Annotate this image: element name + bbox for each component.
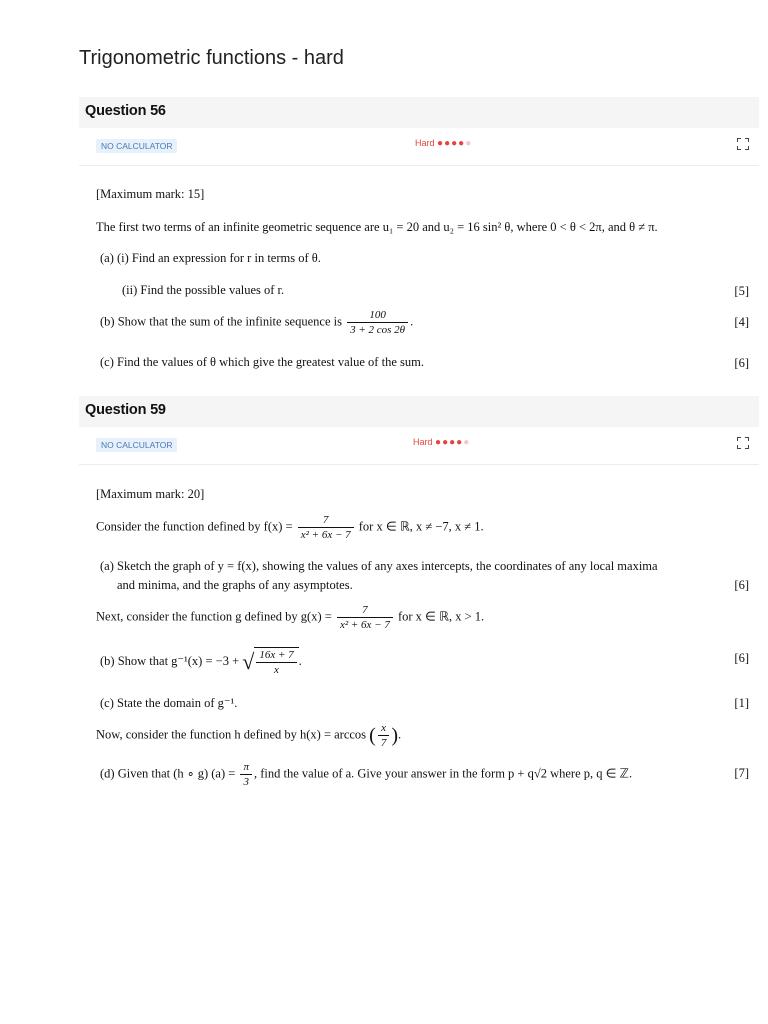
fraction-numerator: π: [240, 760, 252, 775]
difficulty-indicator: [413, 437, 470, 448]
difficulty-label: Hard: [415, 138, 435, 148]
definition-domain: for x ∈ ℝ, x > 1.: [397, 609, 485, 624]
difficulty-dots: ●●●●: [435, 437, 464, 448]
part-b: [100, 308, 413, 337]
fraction: [298, 513, 354, 542]
part-b-text: (b) Show that g⁻¹(x) = −3 +: [100, 653, 240, 668]
part-b-mark: [4]: [734, 315, 749, 329]
definition-text: Now, consider the function h defined by h(x) = arccos: [96, 727, 367, 742]
part-d-instructions: , find the value of a. Give your answer in the form p + q√2 where p, q ∈ ℤ.: [253, 766, 633, 781]
difficulty-dot-empty: ●: [465, 138, 473, 149]
fraction: [240, 760, 252, 789]
fraction-numerator: 100: [347, 308, 408, 323]
part-d-mark: [7]: [734, 766, 749, 780]
fraction-denominator: 7: [380, 737, 387, 749]
question-intro: The first two terms of an infinite geometric sequence are u₁ = 20 and u₂ = 16 sin² θ, where 0 < θ < 2π, and θ ≠ π.: [96, 220, 658, 234]
part-b-text: (b) Show that the sum of the infinite sequence is: [100, 314, 342, 329]
part-c-mark: [6]: [734, 356, 749, 370]
fraction-denominator: 3: [243, 776, 249, 788]
part-c-mark: [1]: [734, 696, 749, 710]
question-heading: Question 56: [85, 103, 166, 119]
part-a-line-1: (a) Sketch the graph of y = f(x), showing the values of any axes intercepts, the coordinates of any local maxima: [100, 559, 658, 573]
fraction: [378, 721, 390, 750]
fraction-numerator: x: [378, 721, 390, 736]
part-a-ii: (ii) Find the possible values of r.: [122, 283, 285, 297]
fraction-denominator: x² + 6x − 7: [339, 619, 390, 631]
difficulty-dots: ●●●●: [437, 138, 466, 149]
square-root: [242, 647, 298, 677]
fraction-numerator: 16x + 7: [256, 648, 296, 663]
part-a-i: (a) (i) Find an expression for r in terms of θ.: [100, 251, 321, 265]
no-calculator-badge: NO CALCULATOR: [96, 438, 177, 452]
function-h-definition: Now, consider the function h defined by h(x) = arccos ( $\frac{x}{7}$ ).: [96, 722, 402, 749]
question-meta-row: [79, 128, 759, 166]
part-b-mark: [6]: [734, 651, 749, 665]
definition-text: Next, consider the function g defined by g(x) =: [96, 609, 332, 624]
part-a-mark: [5]: [734, 284, 749, 298]
max-mark: [Maximum mark: 20]: [96, 487, 205, 501]
fraction-numerator: 7: [298, 513, 354, 528]
question-56-header: [79, 97, 759, 128]
fraction-denominator: x² + 6x − 7: [300, 529, 351, 541]
definition-text: Consider the function defined by f(x) =: [96, 519, 293, 534]
expand-icon[interactable]: [737, 437, 749, 449]
fraction-numerator: 7: [337, 603, 393, 618]
question-heading: Question 59: [85, 402, 166, 418]
part-a-line-2: and minima, and the graphs of any asymptotes.: [117, 578, 353, 592]
question-meta-row: [79, 427, 759, 465]
radical-sign: √: [242, 649, 255, 674]
function-g-definition: [96, 603, 484, 632]
part-a-mark: [6]: [734, 578, 749, 592]
page-title: Trigonometric functions - hard: [79, 47, 344, 69]
punctuation: .: [298, 653, 302, 668]
fraction: [256, 648, 296, 677]
punctuation: .: [410, 314, 414, 329]
function-f-definition: [96, 513, 484, 542]
difficulty-label: Hard: [413, 437, 433, 447]
punctuation: .: [398, 727, 402, 742]
fraction: [337, 603, 393, 632]
difficulty-dot-empty: ●: [463, 437, 471, 448]
question-59-header: [79, 396, 759, 427]
difficulty-indicator: [415, 138, 472, 149]
definition-domain: for x ∈ ℝ, x ≠ −7, x ≠ 1.: [358, 519, 484, 534]
part-d: [100, 760, 632, 789]
question-56-card: [79, 128, 759, 383]
max-mark: [Maximum mark: 15]: [96, 187, 205, 201]
part-c: (c) State the domain of g⁻¹.: [100, 696, 238, 710]
fraction-denominator: 3 + 2 cos 2θ: [350, 324, 406, 336]
fraction: [347, 308, 408, 337]
part-b: [100, 647, 302, 677]
expand-icon[interactable]: [737, 138, 749, 150]
part-d-text: (d) Given that (h ∘ g) (a) =: [100, 766, 236, 781]
fraction-denominator: x: [274, 664, 279, 676]
part-c: (c) Find the values of θ which give the greatest value of the sum.: [100, 355, 424, 369]
question-59-card: [79, 427, 759, 797]
no-calculator-badge: NO CALCULATOR: [96, 139, 177, 153]
